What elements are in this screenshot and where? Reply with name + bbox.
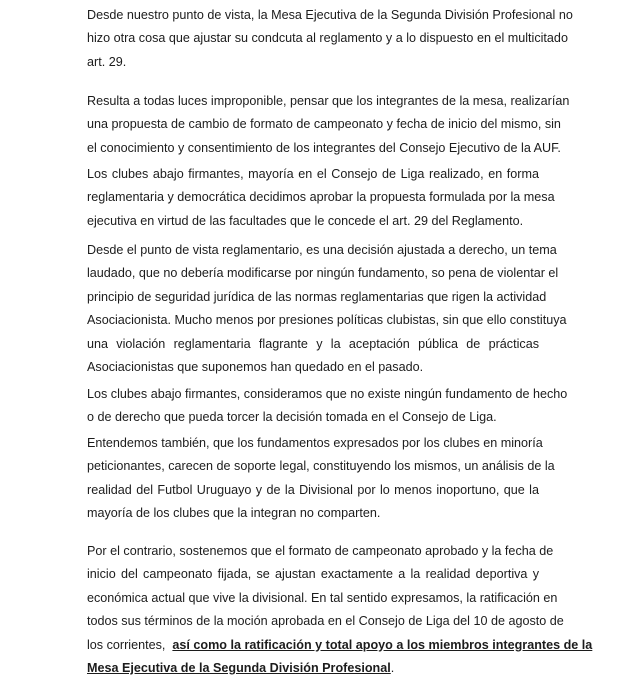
paragraph-punto-de-vista-reglamentario [87, 239, 567, 379]
text-line: realidad del Futbol Uruguayo y de la Divisional por lo menos inoportuno, que la [87, 482, 539, 497]
text-line: Entendemos también, que los fundamentos expresados por los clubes en minoría [87, 436, 543, 450]
text-plain: los corrientes, [87, 637, 173, 652]
text-line: económica actual que vive la divisional. En tal sentido expresamos, la ratificación en [87, 590, 558, 605]
paragraph-no-existe-fundamento [87, 383, 568, 430]
text-line: todos sus términos de la moción aprobada en el Consejo de Liga del 10 de agosto de [87, 614, 564, 629]
text-line: una propuesta de cambio de formato de campeonato y fecha de inicio del mismo, sin [87, 117, 561, 132]
emphasis-ratificacion: así como la ratificación y total apoyo a los miembros integrantes de la [172, 637, 593, 652]
paragraph-entendemos-tambien [87, 432, 555, 526]
text-line [87, 657, 539, 680]
text-line: Resulta a todas luces improponible, pensar que los integrantes de la mesa, realizarían [87, 94, 570, 108]
text-line: Por el contrario, sostenemos que el formato de campeonato aprobado y la fecha de [87, 544, 554, 558]
text-line: peticionantes, carecen de soporte legal, constituyendo los mismos, un análisis de la [87, 459, 555, 474]
text-line: art. 29. [87, 54, 127, 69]
text-line: el conocimiento y consentimiento de los integrantes del Consejo Ejecutivo de la AUF. [87, 140, 561, 155]
paragraph-mesa-ejecutiva-conducta [87, 4, 573, 74]
text-line: reglamentaria y democrática decidimos aprobar la propuesta formulada por la mesa [87, 190, 555, 205]
text-line: Los clubes abajo firmantes, mayoría en el Consejo de Liga realizado, en forma [87, 167, 539, 181]
text-line: ejecutiva en virtud de las facultades que le concede el art. 29 del Reglamento. [87, 213, 524, 228]
paragraph-por-el-contrario [87, 540, 593, 680]
text-line: Asociacionistas que suponemos han quedado en el pasado. [87, 359, 424, 374]
text-line: principio de seguridad jurídica de las normas reglamentarias que rigen la actividad [87, 289, 547, 304]
text-line: mayoría de los clubes que la integran no comparten. [87, 506, 381, 521]
text-line: una violación reglamentaria flagrante y la aceptación pública de prácticas [87, 336, 539, 351]
text-line [87, 634, 593, 657]
text-line: Desde el punto de vista reglamentario, es una decisión ajustada a derecho, un tema [87, 243, 557, 257]
text-line: hizo otra cosa que ajustar su condcuta al reglamento y a lo dispuesto en el multicitado [87, 31, 568, 46]
paragraph-clubes-firmantes-consejo [87, 163, 555, 233]
paragraph-improponible [87, 90, 570, 160]
text-plain: . [390, 660, 395, 675]
emphasis-mesa-ejecutiva: Mesa Ejecutiva de la Segunda División Profesional [87, 660, 391, 675]
text-line: inicio del campeonato fijada, se ajustan exactamente a la realidad deportiva y [87, 567, 539, 582]
text-line: laudado, que no debería modificarse por ningún fundamento, so pena de violentar el [87, 266, 559, 281]
text-line: Los clubes abajo firmantes, consideramos que no existe ningún fundamento de hecho [87, 387, 568, 401]
text-line: o de derecho que pueda torcer la decisión tomada en el Consejo de Liga. [87, 410, 497, 425]
text-line: Asociacionista. Mucho menos por presiones políticas clubistas, sin que ello constituya [87, 313, 567, 328]
text-line: Desde nuestro punto de vista, la Mesa Ejecutiva de la Segunda División Profesional no [87, 8, 573, 22]
